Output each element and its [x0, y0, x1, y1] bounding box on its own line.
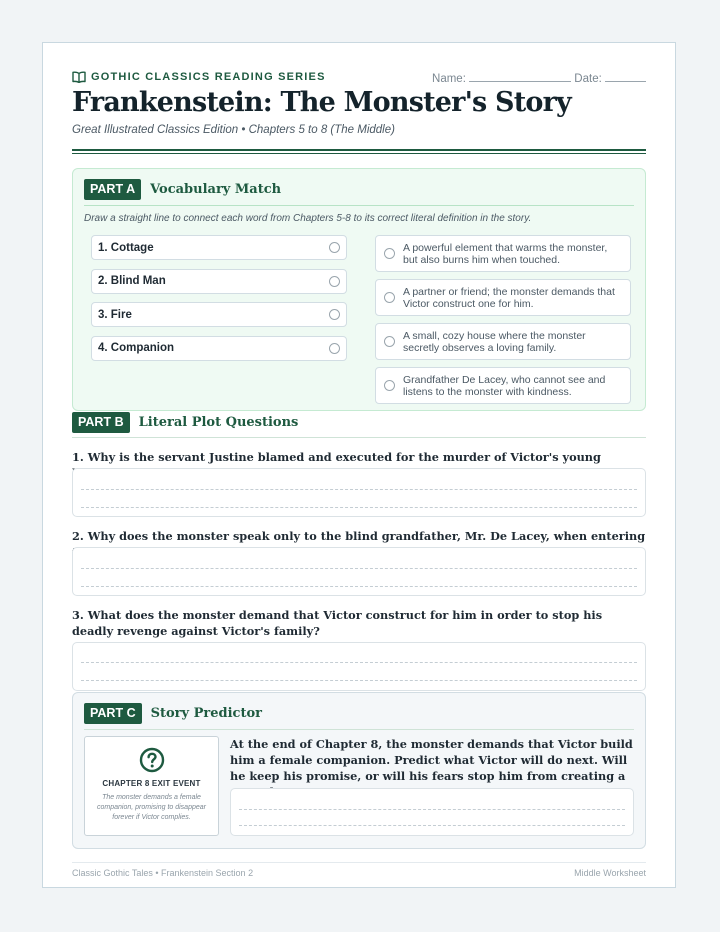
word-label: 1. Cottage: [98, 241, 154, 254]
definition-item: [375, 235, 631, 272]
match-point[interactable]: [384, 292, 395, 303]
question-1: 1. Why is the servant Justine blamed and executed for the murder of Victor's young: [72, 450, 601, 464]
answer-line: [81, 507, 637, 508]
answer-line: [81, 568, 637, 569]
word-label: 4. Companion: [98, 342, 175, 354]
definition-item: [375, 323, 631, 360]
match-point[interactable]: [384, 248, 395, 259]
part-c-section: [72, 692, 646, 849]
question-circle-icon: [139, 747, 165, 778]
answer-box-2[interactable]: [72, 547, 646, 596]
worksheet-page: [42, 42, 676, 888]
answer-line: [81, 680, 637, 681]
answer-line: [81, 489, 637, 490]
answer-line: [81, 586, 637, 587]
definition-text: A small, cozy house where the monster secretly observes a loving family.: [403, 329, 586, 354]
answer-line: [81, 662, 637, 663]
footer-right: Middle Worksheet: [574, 868, 646, 878]
match-point[interactable]: [329, 276, 340, 287]
part-a-header: [84, 179, 634, 206]
definition-text: A partner or friend; the monster demands that Victor construct one for him.: [403, 285, 615, 310]
word-item: [91, 302, 347, 327]
header-rule: [72, 149, 646, 151]
definition-text: A powerful element that warms the monster, but also burns him when touched.: [403, 241, 608, 266]
answer-box-1[interactable]: [72, 468, 646, 517]
date-field[interactable]: [605, 71, 646, 82]
part-a-section: [72, 168, 646, 411]
definition-item: [375, 279, 631, 316]
page-footer: [72, 862, 646, 878]
word-item: [91, 336, 347, 361]
part-b-header: [72, 412, 646, 438]
series-label: [72, 71, 326, 83]
name-field[interactable]: [469, 71, 571, 82]
word-item: [91, 235, 347, 260]
question-3: 3. What does the monster demand that Victor construct for him in order to stop his deadly revenge against Victor's family?: [72, 608, 603, 638]
answer-box-3[interactable]: [72, 642, 646, 691]
part-b-badge: PART B: [72, 412, 130, 433]
match-point[interactable]: [329, 309, 340, 320]
match-point[interactable]: [329, 343, 340, 354]
word-label: 2. Blind Man: [98, 275, 166, 287]
word-item: [91, 269, 347, 294]
match-point[interactable]: [329, 242, 340, 253]
part-c-header: [84, 703, 634, 730]
name-label: Name:: [432, 73, 466, 85]
date-label: Date:: [574, 73, 602, 85]
part-a-instructions: Draw a straight line to connect each word from Chapters 5-8 to its correct literal definition in the story.: [84, 213, 532, 224]
match-point[interactable]: [384, 380, 395, 391]
definition-item: [375, 367, 631, 404]
header-rule-thin: [72, 153, 646, 154]
exit-card-description: The monster demands a female companion, promising to disappear forever if Victor complies.: [97, 794, 206, 821]
part-c-badge: PART C: [84, 703, 142, 724]
footer-left: Classic Gothic Tales • Frankenstein Section 2: [72, 868, 254, 878]
page-title: Frankenstein: The Monster's Story: [72, 87, 571, 118]
definition-list: [375, 235, 631, 411]
part-b-title: Literal Plot Questions: [138, 415, 299, 430]
question-2: 2. Why does the monster speak only to the blind grandfather, Mr. De Lacey, when entering: [72, 529, 646, 543]
definition-text: Grandfather De Lacey, who cannot see and listens to the monster with kindness.: [403, 373, 606, 398]
open-book-icon: [72, 71, 86, 83]
page-subtitle: Great Illustrated Classics Edition • Chapters 5 to 8 (The Middle): [72, 124, 395, 136]
word-list: [91, 235, 347, 369]
prediction-answer-box[interactable]: [230, 788, 634, 836]
part-a-title: Vocabulary Match: [150, 182, 282, 197]
prediction-prompt: At the end of Chapter 8, the monster demands that Victor build him a female companion. Predict what Victor will do next. Will he keep his promise, or will his fears stop him from creating a: [230, 737, 633, 783]
answer-line: [239, 809, 625, 810]
word-label: 3. Fire: [98, 308, 132, 321]
answer-line: [239, 825, 625, 826]
part-c-title: Story Predictor: [150, 706, 262, 721]
exit-card-title: CHAPTER 8 EXIT EVENT: [102, 779, 201, 788]
name-date-fields: [432, 71, 646, 85]
part-a-badge: PART A: [84, 179, 141, 200]
exit-event-card: [84, 736, 219, 836]
series-text: GOTHIC CLASSICS READING SERIES: [91, 71, 326, 83]
match-point[interactable]: [384, 336, 395, 347]
